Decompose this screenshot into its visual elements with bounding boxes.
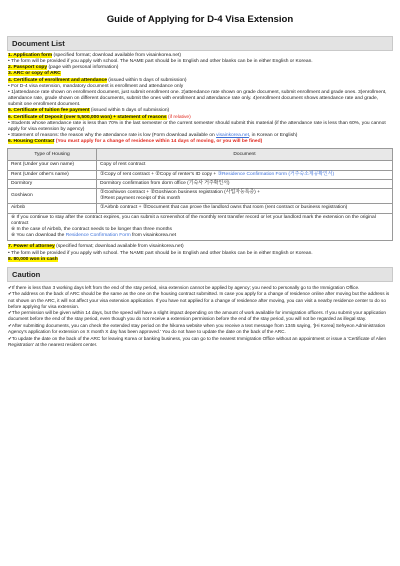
- housing-type-cell: Goshiwon: [8, 188, 97, 203]
- item-detail: (specified format; download available from visainkorea.net): [54, 244, 184, 250]
- caution-list: [7, 282, 393, 348]
- caution-item: ✔If there is less than 3 working days left from the end of the stay period, visa extension cannot be applied by agency; you need to personally go to the Immigration Office.: [8, 284, 360, 290]
- note-text: , in Korean or English): [248, 133, 298, 139]
- item-label: 3. ARC or copy of ARC: [8, 71, 61, 77]
- document-list-continued: [7, 241, 393, 262]
- housing-type-cell: Dormitory: [8, 179, 97, 188]
- document-cell: [97, 170, 393, 179]
- item-label: 6. Housing Contract: [8, 139, 55, 145]
- caution-item: ✔The address on the back of ARC should be the same as the one on the housing contract submitted. In case you apply for a change of residence online after moving but the address is not shown on the ARC, it will not affect your visa extension application. If you have not applied for a change of residence after moving, you can visit a nearby residence center to do so before applying for visa extension.: [8, 291, 390, 309]
- document-cell: Dormitory confirmation from dorm office (기숙사 거주확인서): [97, 179, 393, 188]
- table-row: [8, 204, 393, 213]
- table-row: [8, 188, 393, 203]
- document-text: ③Rent payment receipt of this month: [100, 196, 181, 202]
- item-label: 4. Certificate of enrollment and attendance: [8, 77, 107, 83]
- item-housing: [8, 139, 392, 145]
- document-cell: [97, 188, 393, 203]
- table-note: ※ In the case of Airbnb, the contract needs to be longer than three months: [11, 226, 172, 232]
- item-red-note: (if relative): [166, 114, 191, 120]
- document-text: ①Copy of rent contract + ②Copy of renter's ID copy +: [100, 171, 218, 177]
- document-list: [7, 51, 393, 145]
- item-detail: (page with personal information): [47, 65, 119, 71]
- table-notes-cell: [8, 213, 393, 241]
- table-row: [8, 170, 393, 179]
- document-text: ①Goshiwon contract + ②Goshiwon business registration (사업자등록증) +: [100, 189, 260, 195]
- item-note: • The form will be provided if you apply with school. The NAME part should be in English and other blanks can be in either English or Korean.: [8, 250, 313, 256]
- table-header-row: [8, 149, 393, 161]
- column-header-document: Document: [97, 149, 393, 161]
- note-text: • Statement of reasons: the reason why the attendance rate is low (Form download available on: [8, 133, 217, 139]
- item-label: 7. Power of attorney: [8, 244, 55, 250]
- item-detail: (issued within 5 days of submission): [106, 77, 187, 83]
- item-label: 6. Certificate of Deposit (over 5,500,000 won) + statement of reasons: [8, 114, 167, 120]
- item-note: • The form will be provided if you apply with school. The NAME part should be in English and other blanks can be in either English or Korean.: [8, 59, 313, 65]
- item-red-note: (You must apply for a change of residence within 14 days of moving, or you will be fined): [54, 139, 263, 145]
- caution-item: ✔The permission will be given within 14 days, but the speed will have a slight impact depending on the amount of work available for immigration officers. If you submit your application document before the end of the stay period, even though you do not receive a extension permission before the end of the stay period, you will not be regarded as illegal stay.: [8, 310, 386, 322]
- item-note: • For D-4 visa extension, mandatory document is enrollment and attendance only: [8, 83, 184, 89]
- note-text: ※ You can download the: [11, 233, 66, 239]
- table-row: [8, 161, 393, 170]
- item-detail: (specified format; download available from visainkorea.net): [52, 53, 181, 58]
- caution-item: ✔After submitting documents, you can check the extended stay period on the hikorea website when you receive a text message from 1345 saying, '[Hi Korea] Sehyeon Administration Agency's application for extension on X month X day has been approved.' You do not have to update the date on the back of the ARC.: [8, 322, 386, 334]
- item-note: • Students whose attendance rate is less than 70% in the last semester or the current semester should submit this material (if the attendance rate is less than 60%, you cannot apply for visa extension by agency): [8, 120, 386, 132]
- housing-type-cell: Rent (Under other's name): [8, 170, 97, 179]
- item-label: 2. Passport copy: [8, 65, 48, 71]
- item-note: • 1)attendance rate shown on enrollment document, just submit enrollment one. 2)attendance rate shown on grade document, submit enrollment and grade ones. 3)enrollment, attendance rate, grade shown on different documents, submit the ones with enrollment and attendance rate only. 4)enrollment document shows attendance rate and grade, submit one enrollment document.: [8, 89, 387, 108]
- item-label: 5. Certificate of tuition fee payment: [8, 108, 90, 114]
- table-note: ※ If you continue to stay after the contract expires, you can submit a screenshot of the monthly rent transfer record or let your landlord mark the extension on the original contract: [11, 214, 376, 226]
- item-cash: [8, 257, 392, 263]
- item-detail: (issued within 5 days of submission): [89, 108, 170, 114]
- table-note: [11, 233, 389, 239]
- item-label: 8. 80,000 won in cash: [8, 256, 58, 262]
- caution-heading: Caution: [7, 267, 393, 282]
- visainkorea-link[interactable]: visainkorea.net: [216, 133, 249, 139]
- table-row: [8, 179, 393, 188]
- document-list-heading: Document List: [7, 36, 393, 51]
- housing-table: [7, 148, 393, 241]
- column-header-type: Type of Housing: [8, 149, 97, 161]
- residence-form-link[interactable]: ③Residence Confirmation Form (거주숙소제공확인서): [217, 171, 335, 177]
- document-cell: ①Airbnb contract + ②Document that can prove the landlord owns that room (rent contract or business registration): [97, 204, 393, 213]
- document-cell: Copy of rent contract: [97, 161, 393, 170]
- page-title: Guide of Applying for D-4 Visa Extension: [106, 14, 294, 25]
- table-notes-row: [8, 213, 393, 241]
- housing-type-cell: Airbnb: [8, 204, 97, 213]
- caution-item: ✔To update the date on the back of the ARC for leaving Korea or banking business, you can go to the nearest Immigration Office without an appointment or issue a 'Certificate of Alien Registration' at the nearest resident center.: [8, 335, 387, 347]
- residence-form-link[interactable]: Residence Confirmation Form: [65, 233, 131, 239]
- item-label: 1. Application form: [8, 53, 53, 58]
- note-text: from visainkorea.net: [130, 233, 177, 239]
- housing-type-cell: Rent (Under your own name): [8, 161, 97, 170]
